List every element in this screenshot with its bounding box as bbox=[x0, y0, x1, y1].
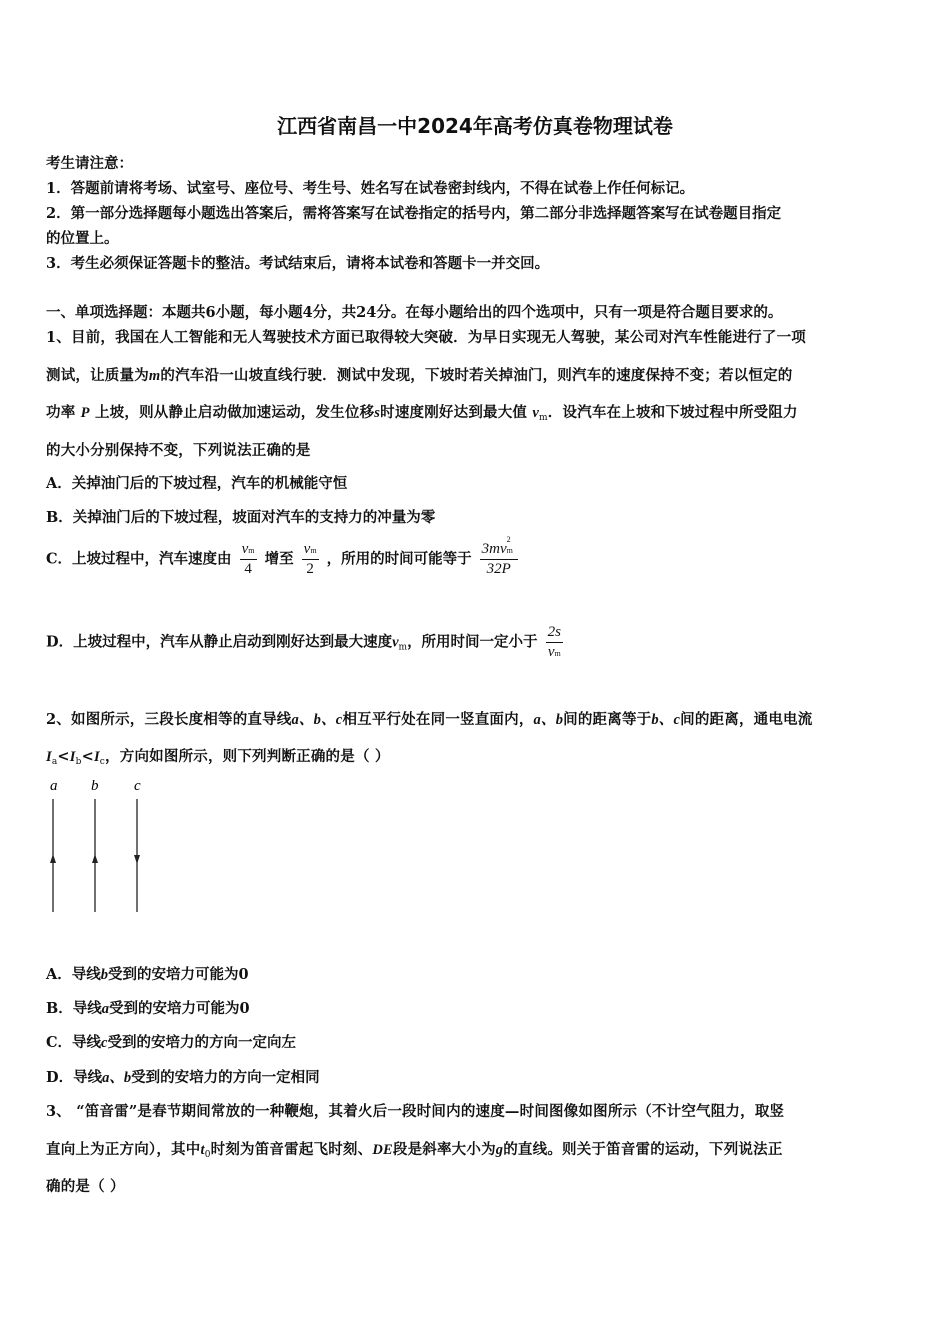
arrow-up-a bbox=[50, 854, 56, 863]
notice-item-2: 2．第一部分选择题每小题选出答案后，需将答案写在试卷指定的括号内，第二部分非选择题答案写在试卷题目指定 bbox=[46, 205, 782, 222]
q2-wire-symbol: b bbox=[100, 967, 108, 983]
q2-wire-symbols: a、b、c bbox=[291, 712, 343, 728]
q1-line-3 bbox=[46, 401, 798, 423]
q2-option-text: C．导线 bbox=[46, 1034, 102, 1051]
q2-wire-symbol: c bbox=[101, 1035, 108, 1051]
q2-option-d bbox=[46, 1066, 320, 1087]
q1-line-4: 的大小分别保持不变，下列说法正确的是 bbox=[46, 442, 311, 459]
frac-v: v bbox=[241, 541, 249, 557]
q2-option-text: B．导线 bbox=[46, 1000, 102, 1017]
fraction-vm-over-4 bbox=[240, 541, 257, 578]
section-heading: 一、单项选择题：本题共6小题，每小题4分，共24分。在每小题给出的四个选项中，只有一项是符合题目要求的。 bbox=[46, 304, 783, 321]
time-symbol: t bbox=[200, 1142, 205, 1158]
q2-option-text: 受到的安培力可能为0 bbox=[108, 966, 249, 983]
q3-line-1: 3、 “笛音雷”是春节期间常放的一种鞭炮，其着火后一段时间内的速度—时间图像如图所示（不计空气阻力，取竖 bbox=[46, 1103, 785, 1120]
wire-label-a: a bbox=[50, 778, 58, 794]
frac-den: 2 bbox=[306, 561, 314, 577]
q3-text: 的直线。则关于笛音雷的运动，下列说法正 bbox=[503, 1141, 783, 1158]
frac-num: 3mv bbox=[481, 541, 507, 557]
q1-displacement-symbol: s bbox=[374, 405, 381, 421]
time-subscript: 0 bbox=[204, 1150, 211, 1160]
wire-label-c: c bbox=[134, 778, 141, 794]
q1-option-a: A．关掉油门后的下坡过程，汽车的机械能守恒 bbox=[46, 475, 348, 492]
q3-text: 时刻为笛音雷起飞时刻、 bbox=[210, 1141, 373, 1158]
fraction-3mv2-over-32p bbox=[480, 535, 518, 578]
q1-option-d bbox=[46, 624, 566, 661]
q2-option-text: 受到的安培力的方向一定向左 bbox=[107, 1034, 296, 1051]
q1-velocity-subscript: m bbox=[398, 642, 408, 653]
current-subscript: c bbox=[99, 757, 106, 767]
frac-den: 4 bbox=[244, 561, 252, 577]
q1-velocity-symbol: v bbox=[532, 405, 540, 421]
q1-text: 上坡，则从静止启动做加速运动，发生位移 bbox=[94, 404, 375, 421]
notice-item-2-cont: 的位置上。 bbox=[46, 230, 119, 247]
q2-option-c bbox=[46, 1031, 296, 1052]
frac-sub: m bbox=[506, 546, 513, 555]
notice-item-3: 3．考生必须保证答题卡的整洁。考试结束后，请将本试卷和答题卡一并交回。 bbox=[46, 255, 550, 272]
q1-option-d-text: ，所用时间一定小于 bbox=[407, 633, 538, 651]
q2-option-text: D．导线 bbox=[46, 1069, 103, 1086]
q1-option-c-text: C．上坡过程中，汽车速度由 bbox=[46, 550, 232, 568]
segment-symbol: DE bbox=[372, 1142, 393, 1158]
q2-wire-symbol: a bbox=[101, 1001, 110, 1017]
frac-den: 32P bbox=[486, 561, 511, 577]
q3-line-2 bbox=[46, 1138, 783, 1160]
current-symbol: I bbox=[93, 749, 100, 765]
page-title: 江西省南昌一中2024年高考仿真卷物理试卷 bbox=[277, 114, 673, 138]
q2-option-text: 受到的安培力可能为0 bbox=[109, 1000, 250, 1017]
arrow-up-b bbox=[92, 854, 98, 863]
q2-option-b bbox=[46, 997, 250, 1018]
q1-text: 功率 bbox=[46, 404, 76, 421]
frac-sub: m bbox=[554, 649, 561, 658]
q2-wire-symbol: a、b bbox=[102, 1070, 132, 1086]
wire-label-b: b bbox=[91, 778, 99, 794]
q1-option-b: B．关掉油门后的下坡过程，坡面对汽车的支持力的冲量为零 bbox=[46, 509, 436, 526]
q2-wire-symbols: b、c bbox=[651, 712, 681, 728]
arrow-down-c bbox=[134, 855, 140, 864]
less-than: < bbox=[81, 748, 94, 765]
frac-sup: 2 bbox=[506, 535, 511, 544]
q3-text: 直向上为正方向），其中 bbox=[46, 1141, 201, 1158]
q1-option-c-text: ，所用的时间可能等于 bbox=[326, 550, 472, 568]
q1-line-2 bbox=[46, 364, 793, 385]
current-symbol: I bbox=[46, 749, 52, 765]
q3-text: 段是斜率大小为 bbox=[392, 1141, 496, 1158]
q1-text: 时速度刚好达到最大值 bbox=[380, 404, 528, 421]
q1-text: ．设汽车在上坡和下坡过程中所受阻力 bbox=[547, 404, 798, 421]
q2-line-2 bbox=[46, 745, 390, 767]
q2-text: ，方向如图所示，则下列判断正确的是（ ） bbox=[105, 748, 390, 765]
gravity-symbol: g bbox=[495, 1142, 504, 1158]
q2-wire-symbols: a、b bbox=[533, 712, 564, 728]
less-than: < bbox=[57, 748, 70, 765]
notice-item-1: 1．答题前请将考场、试室号、座位号、考生号、姓名写在试卷密封线内，不得在试卷上作任何标记。 bbox=[46, 180, 695, 197]
q2-option-text: A．导线 bbox=[46, 966, 101, 983]
frac-sub: m bbox=[310, 546, 317, 555]
q1-power-symbol: P bbox=[80, 405, 90, 421]
notice-heading: 考生请注意： bbox=[46, 155, 133, 172]
q2-option-text: 受到的安培力的方向一定相同 bbox=[131, 1069, 320, 1086]
q2-text: 间的距离等于 bbox=[563, 711, 652, 728]
frac-num: 2s bbox=[546, 624, 563, 643]
q1-option-c-text: 增至 bbox=[264, 550, 294, 568]
q1-velocity-subscript: m bbox=[539, 413, 548, 423]
q2-text: 2、如图所示，三段长度相等的直导线 bbox=[46, 711, 292, 728]
q2-text: 间的距离，通电电流 bbox=[680, 711, 813, 728]
current-subscript: b bbox=[75, 757, 82, 767]
q3-line-3: 确的是（ ） bbox=[46, 1178, 125, 1195]
fraction-vm-over-2 bbox=[302, 541, 319, 578]
wires-diagram bbox=[40, 772, 160, 922]
q1-velocity-symbol: v bbox=[392, 634, 399, 651]
q2-line-1 bbox=[46, 708, 812, 729]
q2-option-a bbox=[46, 963, 249, 984]
current-symbol: I bbox=[69, 749, 76, 765]
q1-text: 测试，让质量为 bbox=[46, 367, 149, 384]
frac-sub: m bbox=[248, 546, 255, 555]
current-subscript: a bbox=[51, 757, 58, 767]
q1-line-1: 1、目前，我国在人工智能和无人驾驶技术方面已取得较大突破．为早日实现无人驾驶，某公司对汽车性能进行了一项 bbox=[46, 329, 806, 346]
frac-v: v bbox=[547, 644, 555, 660]
q2-text: 相互平行处在同一竖直面内， bbox=[342, 711, 534, 728]
q1-text: 的汽车沿一山坡直线行驶．测试中发现，下坡时若关掉油门，则汽车的速度保持不变；若以恒定的 bbox=[160, 367, 793, 384]
q1-mass-symbol: m bbox=[148, 368, 161, 384]
q1-option-d-text: D．上坡过程中，汽车从静止启动到刚好达到最大速度 bbox=[46, 633, 393, 651]
frac-v: v bbox=[303, 541, 311, 557]
fraction-2s-over-vm bbox=[546, 624, 563, 661]
q1-option-c bbox=[46, 535, 521, 578]
